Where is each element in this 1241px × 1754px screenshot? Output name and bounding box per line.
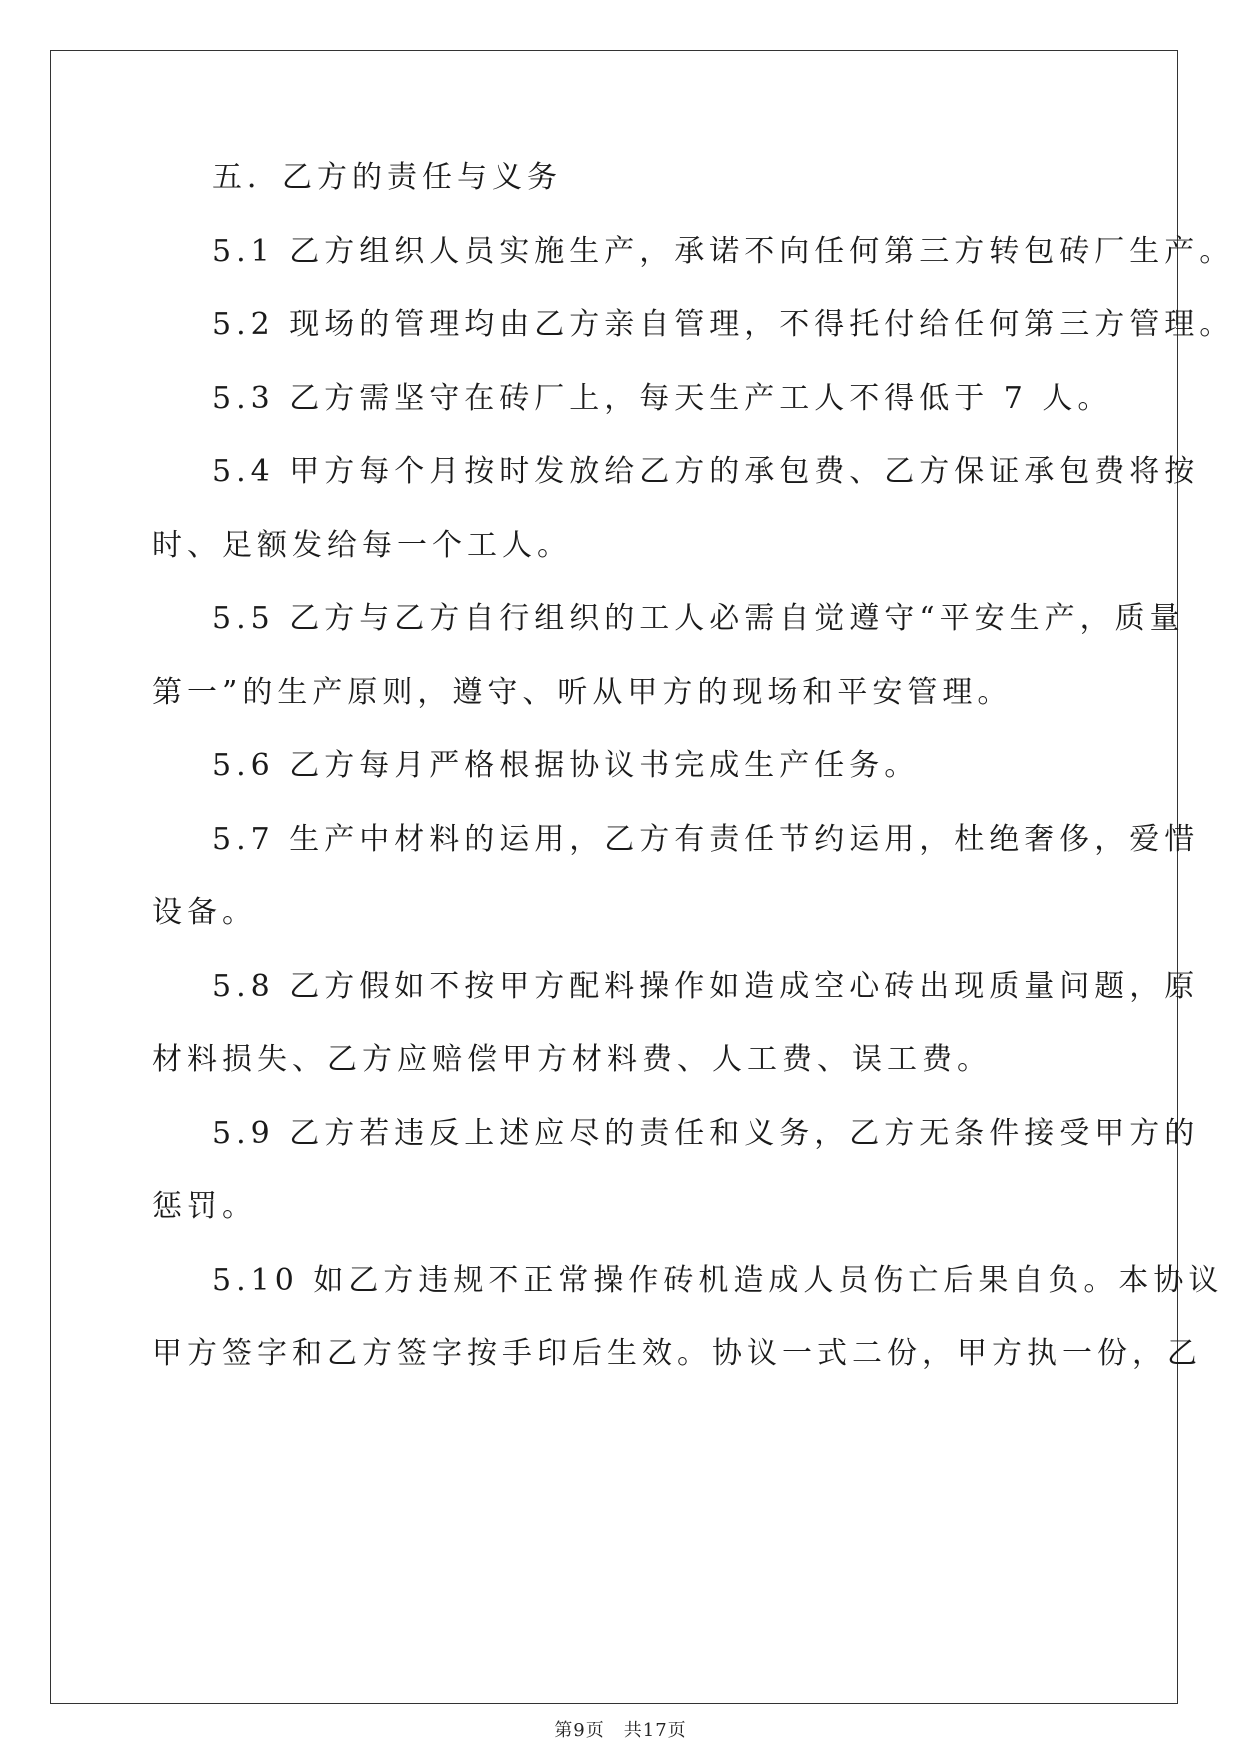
page-footer: 第9页 共17页 [554, 1720, 687, 1741]
document-line: 第一”的生产原则，遵守、听从甲方的现场和平安管理。 [152, 674, 1013, 710]
document-line: 5.7 生产中材料的运用，乙方有责任节约运用，杜绝奢侈，爱惜 [212, 821, 1200, 857]
document-line: 甲方签字和乙方签字按手印后生效。协议一式二份，甲方执一份，乙 [152, 1336, 1202, 1371]
document-line: 5.9 乙方若违反上述应尽的责任和义务，乙方无条件接受甲方的 [212, 1115, 1200, 1151]
document-line: 5.1 乙方组织人员实施生产，承诺不向任何第三方转包砖厂生产。 [212, 233, 1235, 269]
document-line: 5.3 乙方需坚守在砖厂上，每天生产工人不得低于 7 人。 [212, 380, 1113, 416]
document-line: 5.4 甲方每个月按时发放给乙方的承包费、乙方保证承包费将按 [212, 454, 1200, 489]
document-line: 5.2 现场的管理均由乙方亲自管理，不得托付给任何第三方管理。 [212, 307, 1235, 342]
document-line: 5.10 如乙方违规不正常操作砖机造成人员伤亡后果自负。本协议 [212, 1262, 1224, 1298]
document-line: 材料损失、乙方应赔偿甲方材料费、人工费、误工费。 [152, 1042, 992, 1077]
document-line: 5.6 乙方每月严格根据协议书完成生产任务。 [212, 748, 920, 783]
document-line: 五．乙方的责任与义务 [212, 160, 562, 195]
document-line: 时、足额发给每一个工人。 [152, 527, 572, 563]
document-line: 设备。 [152, 895, 257, 930]
page-border [50, 50, 1178, 1704]
document-line: 惩罚。 [152, 1189, 257, 1224]
document-line: 5.8 乙方假如不按甲方配料操作如造成空心砖出现质量问题，原 [212, 968, 1200, 1004]
document-line: 5.5 乙方与乙方自行组织的工人必需自觉遵守“平安生产，质量 [212, 601, 1185, 636]
